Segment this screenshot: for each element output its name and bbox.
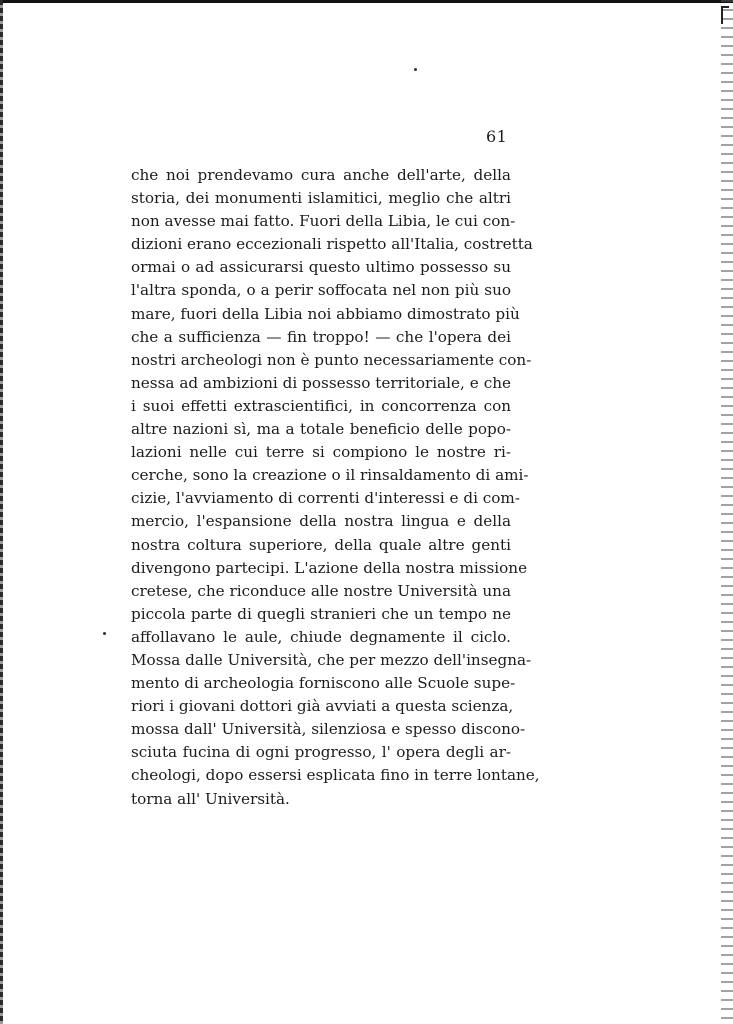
page-number: 61 bbox=[486, 127, 508, 146]
text-line: riori i giovani dottori già avviati a questa scienza, bbox=[131, 697, 514, 716]
text-line: sciuta fucina di ogni progresso, l' opera degli ar- bbox=[131, 743, 511, 762]
text-line: mercio, l'espansione della nostra lingua e della bbox=[131, 512, 511, 531]
text-line: Mossa dalle Università, che per mezzo dell'insegna- bbox=[131, 650, 532, 669]
text-line: che noi prendevamo cura anche dell'arte, della bbox=[131, 166, 511, 184]
text-line: mento di archeologia forniscono alle Scuole supe- bbox=[131, 674, 516, 693]
text-line: i suoi effetti extrascientifici, in concorrenza con bbox=[131, 396, 511, 415]
text-line: cizie, l'avviamento di correnti d'interessi e di com- bbox=[131, 489, 520, 508]
text-line: lazioni nelle cui terre si compiono le nostre ri- bbox=[131, 443, 511, 462]
text-line: storia, dei monumenti islamitici, meglio che altri bbox=[131, 189, 511, 208]
text-line: mossa dall' Università, silenziosa e spesso discono- bbox=[131, 720, 526, 739]
text-line: non avesse mai fatto. Fuori della Libia, le cui con- bbox=[131, 212, 516, 231]
text-line: altre nazioni sì, ma a totale beneficio delle popo- bbox=[131, 420, 511, 439]
text-line: nostri archeologi non è punto necessariamente con- bbox=[131, 350, 532, 369]
paper-speck bbox=[414, 68, 417, 71]
text-line: cerche, sono la creazione o il rinsaldamento di ami- bbox=[131, 466, 529, 485]
text-line: piccola parte di quegli stranieri che un tempo ne bbox=[131, 604, 511, 623]
body-paragraph bbox=[131, 164, 540, 811]
text-line: mare, fuori della Libia noi abbiamo dimostrato più bbox=[131, 304, 520, 323]
text-line: che a sufficienza — fin troppo! — che l'opera dei bbox=[131, 327, 511, 346]
text-line: dizioni erano eccezionali rispetto all'Italia, costretta bbox=[131, 235, 533, 254]
scan-corner-mark bbox=[721, 6, 729, 24]
text-line: ormai o ad assicurarsi questo ultimo possesso su bbox=[131, 258, 511, 277]
scan-left-edge bbox=[0, 0, 3, 1024]
text-line: cretese, che riconduce alle nostre Università una bbox=[131, 581, 511, 600]
paper-speck bbox=[103, 632, 106, 635]
text-line: torna all' Università. bbox=[131, 789, 290, 808]
text-line: divengono partecipi. L'azione della nostra missione bbox=[131, 558, 528, 577]
text-line: l'altra sponda, o a perir soffocata nel non più suo bbox=[131, 281, 511, 300]
text-line: affollavano le aule, chiude degnamente il ciclo. bbox=[131, 627, 511, 646]
scan-right-edge bbox=[721, 0, 733, 1024]
text-line: cheologi, dopo essersi esplicata fino in terre lontane, bbox=[131, 766, 540, 785]
text-line: nessa ad ambizioni di possesso territoriale, e che bbox=[131, 373, 511, 392]
text-line: nostra coltura superiore, della quale altre genti bbox=[131, 535, 511, 554]
scan-top-border bbox=[0, 0, 733, 3]
